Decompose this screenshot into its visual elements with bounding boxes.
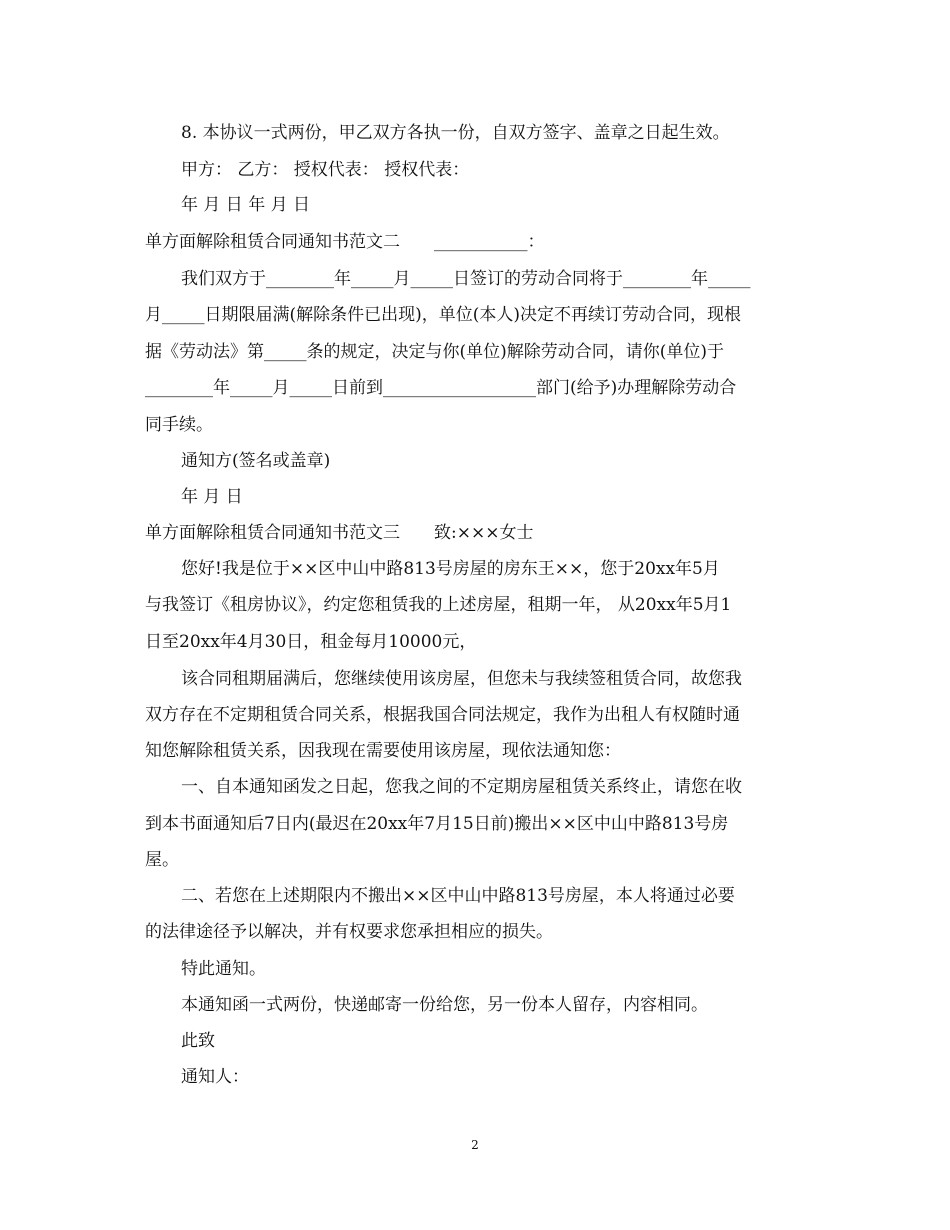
paragraph-line: 二、若您在上述期限内不搬出××区中山中路813号房屋，本人将通过必要: [181, 886, 735, 906]
section-title-2: 单方面解除租赁合同通知书范文二 ___________：: [145, 232, 545, 252]
paragraph-line: 知您解除租赁关系，因我现在需要使用该房屋，现依法通知您：: [145, 741, 621, 761]
notifier-signature: 通知方(签名或盖章): [181, 451, 331, 471]
notifier-label: 通知人：: [181, 1067, 249, 1087]
closing-salutation: 此致: [181, 1031, 215, 1051]
page-number: 2: [471, 1138, 479, 1152]
paragraph-line: 屋。: [145, 850, 179, 870]
section-title-3: 单方面解除租赁合同通知书范文三 致:×××女士: [145, 523, 534, 543]
clause-8: 8. 本协议一式两份，甲乙双方各执一份，自双方签字、盖章之日起生效。: [181, 123, 730, 143]
paragraph-line: 该合同租期届满后，您继续使用该房屋，但您未与我续签租赁合同，故您我: [181, 669, 742, 689]
paragraph-line: 本通知函一式两份，快递邮寄一份给您，另一份本人留存，内容相同。: [181, 995, 708, 1015]
paragraph-line: 的法律途径予以解决，并有权要求您承担相应的损失。: [145, 922, 553, 942]
paragraph-line: 日至20xx年4月30日，租金每月10000元，: [145, 632, 477, 652]
paragraph-line: 双方存在不定期租赁合同关系，根据我国合同法规定，我作为出租人有权随时通: [145, 705, 740, 725]
notice-date: 年 月 日: [181, 487, 243, 507]
signature-parties: 甲方： 乙方： 授权代表： 授权代表：: [181, 160, 470, 180]
paragraph-line: 特此通知。: [181, 959, 266, 979]
paragraph-line: 到本书面通知后7日内(最迟在20xx年7月15日前)搬出××区中山中路813号房: [145, 814, 729, 834]
paragraph-line: 与我签订《租房协议》，约定您租赁我的上述房屋，租期一年， 从20xx年5月1: [145, 595, 732, 615]
paragraph-line: 据《劳动法》第_____条的规定，决定与你(单位)解除劳动合同，请你(单位)于: [145, 342, 725, 362]
paragraph-line: 一、自本通知函发之日起，您我之间的不定期房屋租赁关系终止，请您在收: [181, 777, 742, 797]
signature-date: 年 月 日 年 月 日: [181, 195, 311, 215]
paragraph-line: 您好!我是位于××区中山中路813号房屋的房东王××，您于20xx年5月: [181, 559, 720, 579]
paragraph-line: 月_____日期限届满(解除条件已出现)，单位(本人)决定不再续订劳动合同，现根: [145, 305, 742, 325]
paragraph-line: ________年_____月_____日前到__________________部门(给予)办理解除劳动合: [145, 378, 737, 398]
paragraph-line: 同手续。: [145, 415, 213, 435]
paragraph-line: 我们双方于________年_____月_____日签订的劳动合同将于________年_____: [181, 269, 751, 289]
